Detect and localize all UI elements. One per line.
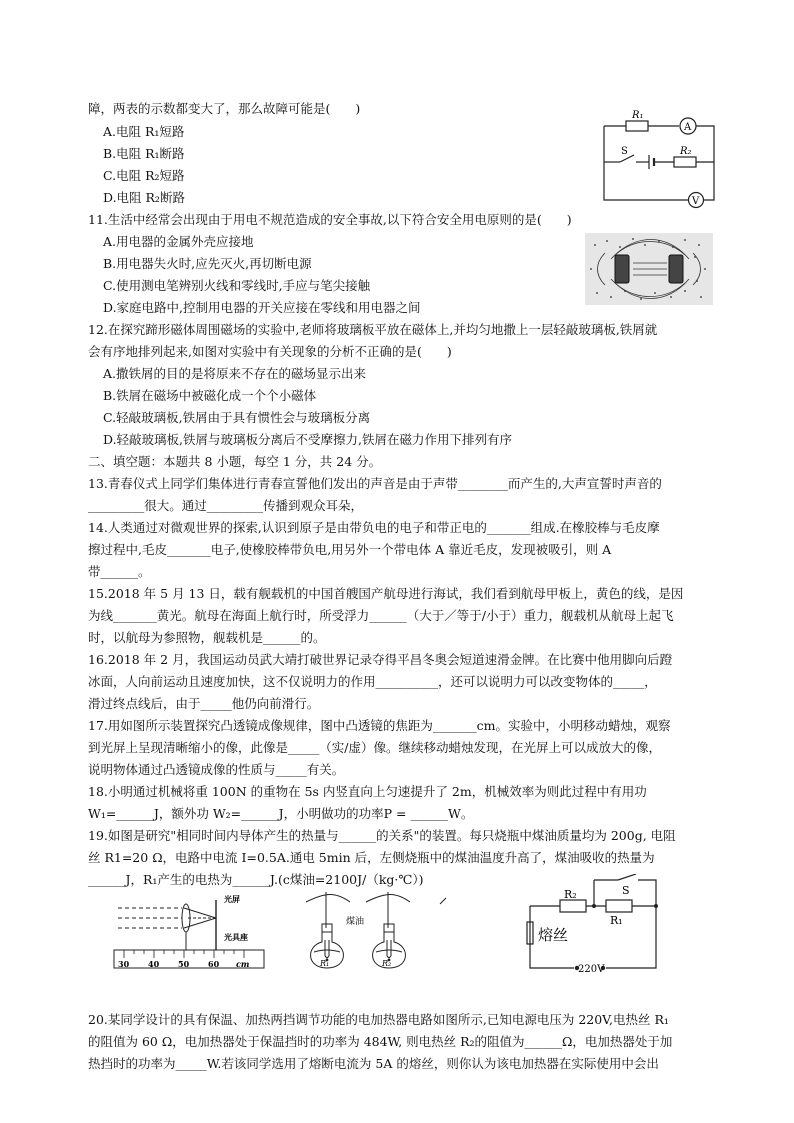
q10-option-a: A.电阻 R₁短路 bbox=[103, 124, 185, 139]
label-fuse: 熔丝 bbox=[538, 926, 569, 944]
label-r2: R₂ bbox=[680, 146, 692, 157]
q15-line1: 15.2018 年 5 月 13 日，载有舰载机的中国首艘国产航母进行海试，我们看到航母甲板上，黄色的线，是因 bbox=[88, 586, 684, 601]
q20-line1: 20.某同学设计的具有保温、加热两挡调节功能的电加热器电路如图所示,已知电源电压为 220V,电热丝 R₁ bbox=[88, 1012, 669, 1027]
tick-50: 50 bbox=[178, 959, 190, 969]
q12-stem-line2: 会有序地排列起来,如图对实验中有关现象的分析不正确的是( ) bbox=[88, 344, 452, 359]
q17-line2: 到光屏上呈现清晰缩小的像，此像是_____（实/虚）像。继续移动蜡烛发现，在光屏上可以成放大的像， bbox=[88, 740, 661, 755]
label-switch-s: S bbox=[622, 884, 630, 897]
q12-option-d: D.轻敲玻璃板,铁屑与玻璃板分离后不受摩擦力,铁屑在磁力作用下排列有序 bbox=[103, 432, 512, 447]
q12-option-c: C.轻敲玻璃板,铁屑由于具有惯性会与玻璃板分离 bbox=[103, 410, 371, 425]
label-r1: R₁ bbox=[610, 914, 623, 927]
q16-line3: 滑过终点线后，由于_____他仍向前滑行。 bbox=[88, 696, 320, 711]
q10-option-d: D.电阻 R₂断路 bbox=[103, 190, 185, 205]
q15-line2: 为线_______黄光。航母在海面上航行时，所受浮力______（大于／等于/小于）重力，舰载机从航母上起飞 bbox=[88, 608, 674, 623]
q19-line1: 19.如图是研究"相同时间内导体产生的热量与______的关系"的装置。每只烧瓶中煤油质量均为 200g, 电阻 bbox=[88, 828, 676, 843]
q10-option-b: B.电阻 R₁断路 bbox=[103, 146, 185, 161]
tick-60: 60 bbox=[208, 959, 220, 969]
q13-line1: 13.青春仪式上同学们集体进行青春宣誓他们发出的声音是由于声带________而产生的,大声宣誓时声音的 bbox=[88, 476, 662, 491]
q13-line2: _________很大。通过_________传播到观众耳朵， bbox=[88, 498, 364, 513]
q10-continuation: 障，两表的示数都变大了，那么故障可能是( ) bbox=[88, 101, 361, 116]
q11-option-a: A.用电器的金属外壳应接地 bbox=[103, 234, 254, 249]
section-heading-fill-in: 二、填空题：本题共 8 小题，每空 1 分，共 24 分。 bbox=[88, 454, 382, 469]
q15-line3: 时，以航母为参照物，舰载机是______的。 bbox=[88, 630, 326, 645]
q20-line2: 的阻值为 60 Ω，电加热器处于保温挡时的功率为 484W, 则电热丝 R₂的阻值为______Ω，电加热器处于加 bbox=[88, 1034, 673, 1049]
label-screen: 光屏 bbox=[224, 894, 240, 904]
circuit-diagram-q10 bbox=[596, 104, 724, 212]
label-bench: 光具座 bbox=[224, 932, 248, 942]
label-cm: cm bbox=[236, 959, 250, 969]
q14-line3: 带______。 bbox=[88, 564, 151, 579]
q12-stem-line1: 12.在探究蹄形磁体周围磁场的实验中,老师将玻璃板平放在磁体上,并均匀地撒上一层轻敲玻璃板,铁屑就 bbox=[88, 322, 658, 337]
q18-line2: W₁=______J，额外功 W₂=______J，小明做功的功率P = ______W。 bbox=[88, 806, 474, 821]
q18-line1: 18.小明通过机械将重 100N 的重物在 5s 内竖直向上匀速提升了 2m，机械效率为则此过程中有用功 bbox=[88, 784, 647, 799]
q16-line2: 冰面，人向前运动且速度加快，这不仅说明力的作用__________，还可以说明力可以改变物体的_____， bbox=[88, 674, 657, 689]
q10-option-c: C.电阻 R₂短路 bbox=[103, 168, 185, 183]
ammeter-icon: A bbox=[684, 122, 692, 133]
label-flask-r1: R₁ bbox=[320, 959, 330, 968]
q12-option-b: B.铁屑在磁场中被磁化成一个个小磁体 bbox=[103, 388, 317, 403]
q19-line2: 丝 R1=20 Ω，电路中电流 I=0.5A.通电 5min 后，左侧烧瓶中的煤油温度升高了，煤油吸收的热量为 bbox=[88, 850, 655, 865]
q11-stem: 11.生活中经常会出现由于用电不规范造成的安全事故,以下符合安全用电原则的是( ) bbox=[88, 212, 572, 227]
q12-option-a: A.撒铁屑的目的是将原来不存在的磁场显示出来 bbox=[103, 366, 367, 381]
voltmeter-icon: V bbox=[692, 196, 700, 207]
q17-line3: 说明物体通过凸透镜成像的性质与_____有关。 bbox=[88, 762, 345, 777]
label-r2: R₂ bbox=[564, 888, 577, 901]
q11-option-c: C.使用测电笔辨别火线和零线时,手应与笔尖接触 bbox=[103, 278, 371, 293]
q20-line3: 热挡时的功率为_____W.若该同学选用了熔断电流为 5A 的熔丝，则你认为该电加热器在实际使用中会出 bbox=[88, 1056, 659, 1071]
label-flask-r2: R₂ bbox=[382, 959, 392, 968]
heater-circuit-figure bbox=[522, 874, 662, 980]
q17-line1: 17.用如图所示装置探究凸透镜成像规律，图中凸透镜的焦距为_______cm。实验中，小明移动蜡烛，观察 bbox=[88, 718, 671, 733]
tick-30: 30 bbox=[118, 959, 130, 969]
q11-option-b: B.用电器失火时,应先灭火,再切断电源 bbox=[103, 256, 312, 271]
label-kerosene: 煤油 bbox=[346, 917, 365, 927]
heating-flasks-figure bbox=[296, 888, 452, 974]
iron-filings-photo bbox=[585, 233, 713, 305]
label-voltage: 220V bbox=[578, 964, 605, 975]
tick-40: 40 bbox=[148, 959, 160, 969]
q11-option-d: D.家庭电路中,控制用电器的开关应接在零线和用电器之间 bbox=[103, 300, 421, 315]
q19-line3: ______J，R₁产生的电热为______J.(c煤油=2100J/（kg·℃）) bbox=[88, 872, 424, 887]
label-s: S bbox=[621, 146, 628, 157]
label-r1: R₁ bbox=[632, 110, 644, 121]
q14-line2: 擦过程中,毛皮_______电子,使橡胶棒带负电,用另外一个带电体 A 靠近毛皮，发现被吸引，则 A bbox=[88, 542, 612, 557]
q16-line1: 16.2018 年 2 月，我国运动员武大靖打破世界记录夺得平昌冬奥会短道速滑金牌。在比赛中他用脚向后蹬 bbox=[88, 652, 673, 667]
optical-bench-figure bbox=[110, 888, 268, 974]
q14-line1: 14.人类通过对微观世界的探索,认识到原子是由带负电的电子和带正电的_______组成.在橡胶棒与毛皮摩 bbox=[88, 520, 660, 535]
